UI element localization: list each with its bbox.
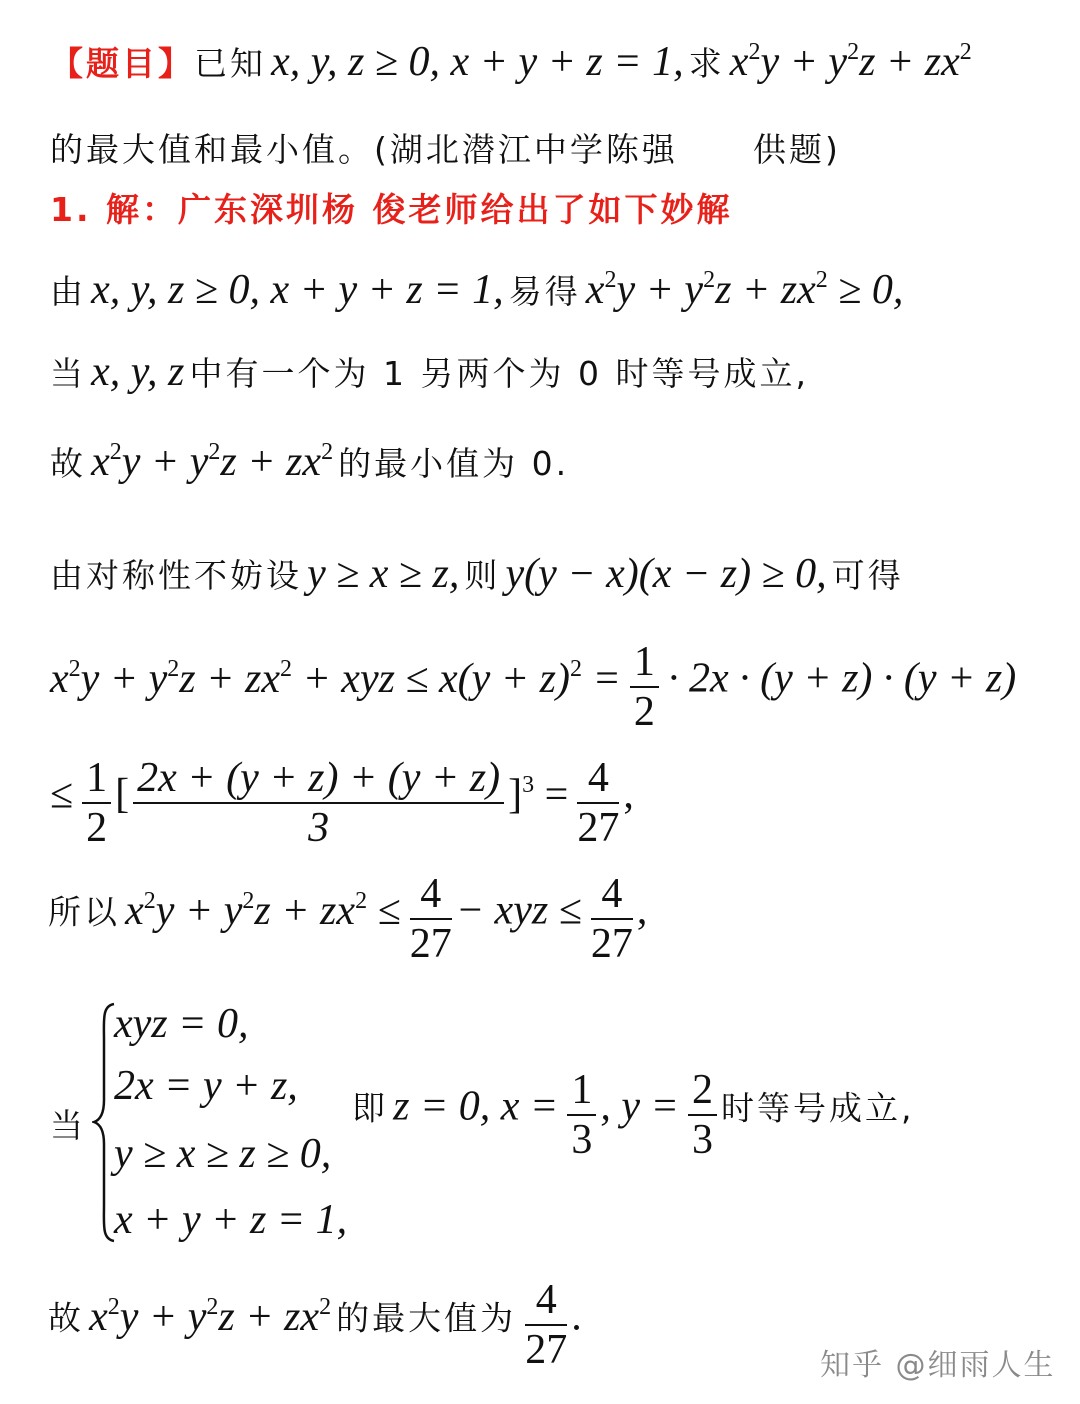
so-zh: 所以 xyxy=(48,892,120,932)
x-fraction: $\frac{1}{3}$ xyxy=(567,1068,596,1162)
ineq2-le: ≤ xyxy=(50,771,74,818)
problem-intro: 已知 xyxy=(194,44,266,83)
problem-line-2 xyxy=(50,124,841,171)
four-27-fraction-a: $\frac{4}{27}$ xyxy=(577,755,620,852)
half-fraction: $\frac{1}{2}$ xyxy=(630,640,659,734)
four-27-fraction-final: $\frac{4}{27}$ xyxy=(525,1277,568,1374)
solution-title: 1. 解：广东深圳杨 俊老师给出了如下妙解 xyxy=(50,190,733,229)
max-l1-math: y ≥ x ≥ z, xyxy=(307,551,460,597)
watermark: 知乎 @细雨人生 xyxy=(820,1348,1056,1383)
final-end: . xyxy=(571,1293,582,1340)
bracket-close: ]$^3$ = xyxy=(508,771,569,818)
min-l2-zh-a: 当 xyxy=(50,354,86,393)
system-eq-3: y ≥ x ≥ z ≥ 0, xyxy=(114,1131,332,1177)
max-line-1 xyxy=(50,550,904,598)
bracket-open: [ xyxy=(115,771,130,818)
min-l3-zh-a: 故 xyxy=(50,444,86,483)
min-l2-zh-b: 中有一个为 1 另两个为 0 时等号成立, xyxy=(189,354,809,393)
final-zh-a: 故 xyxy=(48,1298,84,1338)
problem-expression: $x^2y + y^2z + zx^2$ xyxy=(729,39,972,85)
four-27-fraction-c: $\frac{4}{27}$ xyxy=(590,871,633,968)
problem-line-2-text: 的最大值和最小值。(湖北潜江中学陈强 xyxy=(50,130,678,169)
max-l1-math-b: y(y − x)(x − z) ≥ 0, xyxy=(505,551,827,597)
system-eq-1: xyz = 0, xyxy=(114,1001,249,1047)
min-l1-math-b: $x^2y + y^2z + zx^2 \ge 0$, xyxy=(585,267,904,313)
ineq1-left: $x^2y + y^2z + zx^2$ + xyz ≤ $x(y + z)^2$ = xyxy=(50,655,621,702)
problem-ask: 求 xyxy=(688,44,725,83)
max-l1-zh-c: 可得 xyxy=(831,556,904,595)
inequality-line-1 xyxy=(50,640,1016,734)
ineq1-right: · 2x · (y + z) · (y + z) xyxy=(667,655,1017,702)
final-math: $x^2y + y^2z + zx^2$ xyxy=(89,1293,332,1340)
when-zh: 当 xyxy=(50,1106,86,1145)
problem-line-1 xyxy=(50,38,972,86)
problem-condition: x, y, z ≥ 0, x + y + z = 1, xyxy=(271,39,684,85)
ineq2-big-fraction: $\frac{2x + (y + z) + (y + z)}{3}$ xyxy=(133,756,504,850)
ie-zh-b: 时等号成立, xyxy=(720,1088,915,1128)
min-l3-math: $x^2y + y^2z + zx^2$ xyxy=(91,439,334,485)
problem-label: 【题目】 xyxy=(50,44,194,83)
min-l1-zh-b: 易得 xyxy=(508,272,581,311)
inequality-line-2: ≤ $\frac{1}{2}$ [ $\frac{2x + (y + z) + (y + z)}{3}$ ]$^3$ = $\frac{4}{27}$ , xyxy=(50,755,634,852)
problem-source-end: 供题) xyxy=(752,130,841,169)
ineq2-half: $\frac{1}{2}$ xyxy=(82,756,111,850)
min-l1-zh-a: 由 xyxy=(50,272,86,311)
min-l1-math: x, y, z ≥ 0, x + y + z = 1, xyxy=(91,267,504,313)
ie-zh: 即 xyxy=(352,1088,388,1128)
ie-math-b: , y = xyxy=(600,1083,679,1130)
final-zh-b: 的最大值为 xyxy=(336,1298,517,1338)
max-l1-zh-b: 则 xyxy=(464,556,501,595)
min-line-2 xyxy=(50,348,809,396)
min-line-1 xyxy=(50,266,903,314)
max-l1-zh-a: 由对称性不妨设 xyxy=(50,556,302,595)
four-27-fraction-b: $\frac{4}{27}$ xyxy=(409,871,452,968)
min-l2-math: x, y, z xyxy=(91,349,185,395)
so-line: 所以 $x^2y + y^2z + zx^2$ ≤ $\frac{4}{27}$ − xyz ≤ $\frac{4}{27}$ , xyxy=(48,871,648,968)
final-line xyxy=(48,1278,582,1372)
equality-condition xyxy=(352,1068,914,1162)
so-math-a: $x^2y + y^2z + zx^2$ ≤ xyxy=(125,887,401,934)
so-math-b: − xyz ≤ xyxy=(455,887,582,934)
min-l3-zh-b: 的最小值为 0. xyxy=(338,444,570,483)
system-eq-2: 2x = y + z, xyxy=(114,1063,298,1109)
min-line-3 xyxy=(50,438,569,486)
system-eq-4: x + y + z = 1, xyxy=(114,1197,348,1243)
ie-math-a: z = 0, x = xyxy=(393,1083,559,1130)
y-fraction: $\frac{2}{3}$ xyxy=(688,1068,717,1162)
